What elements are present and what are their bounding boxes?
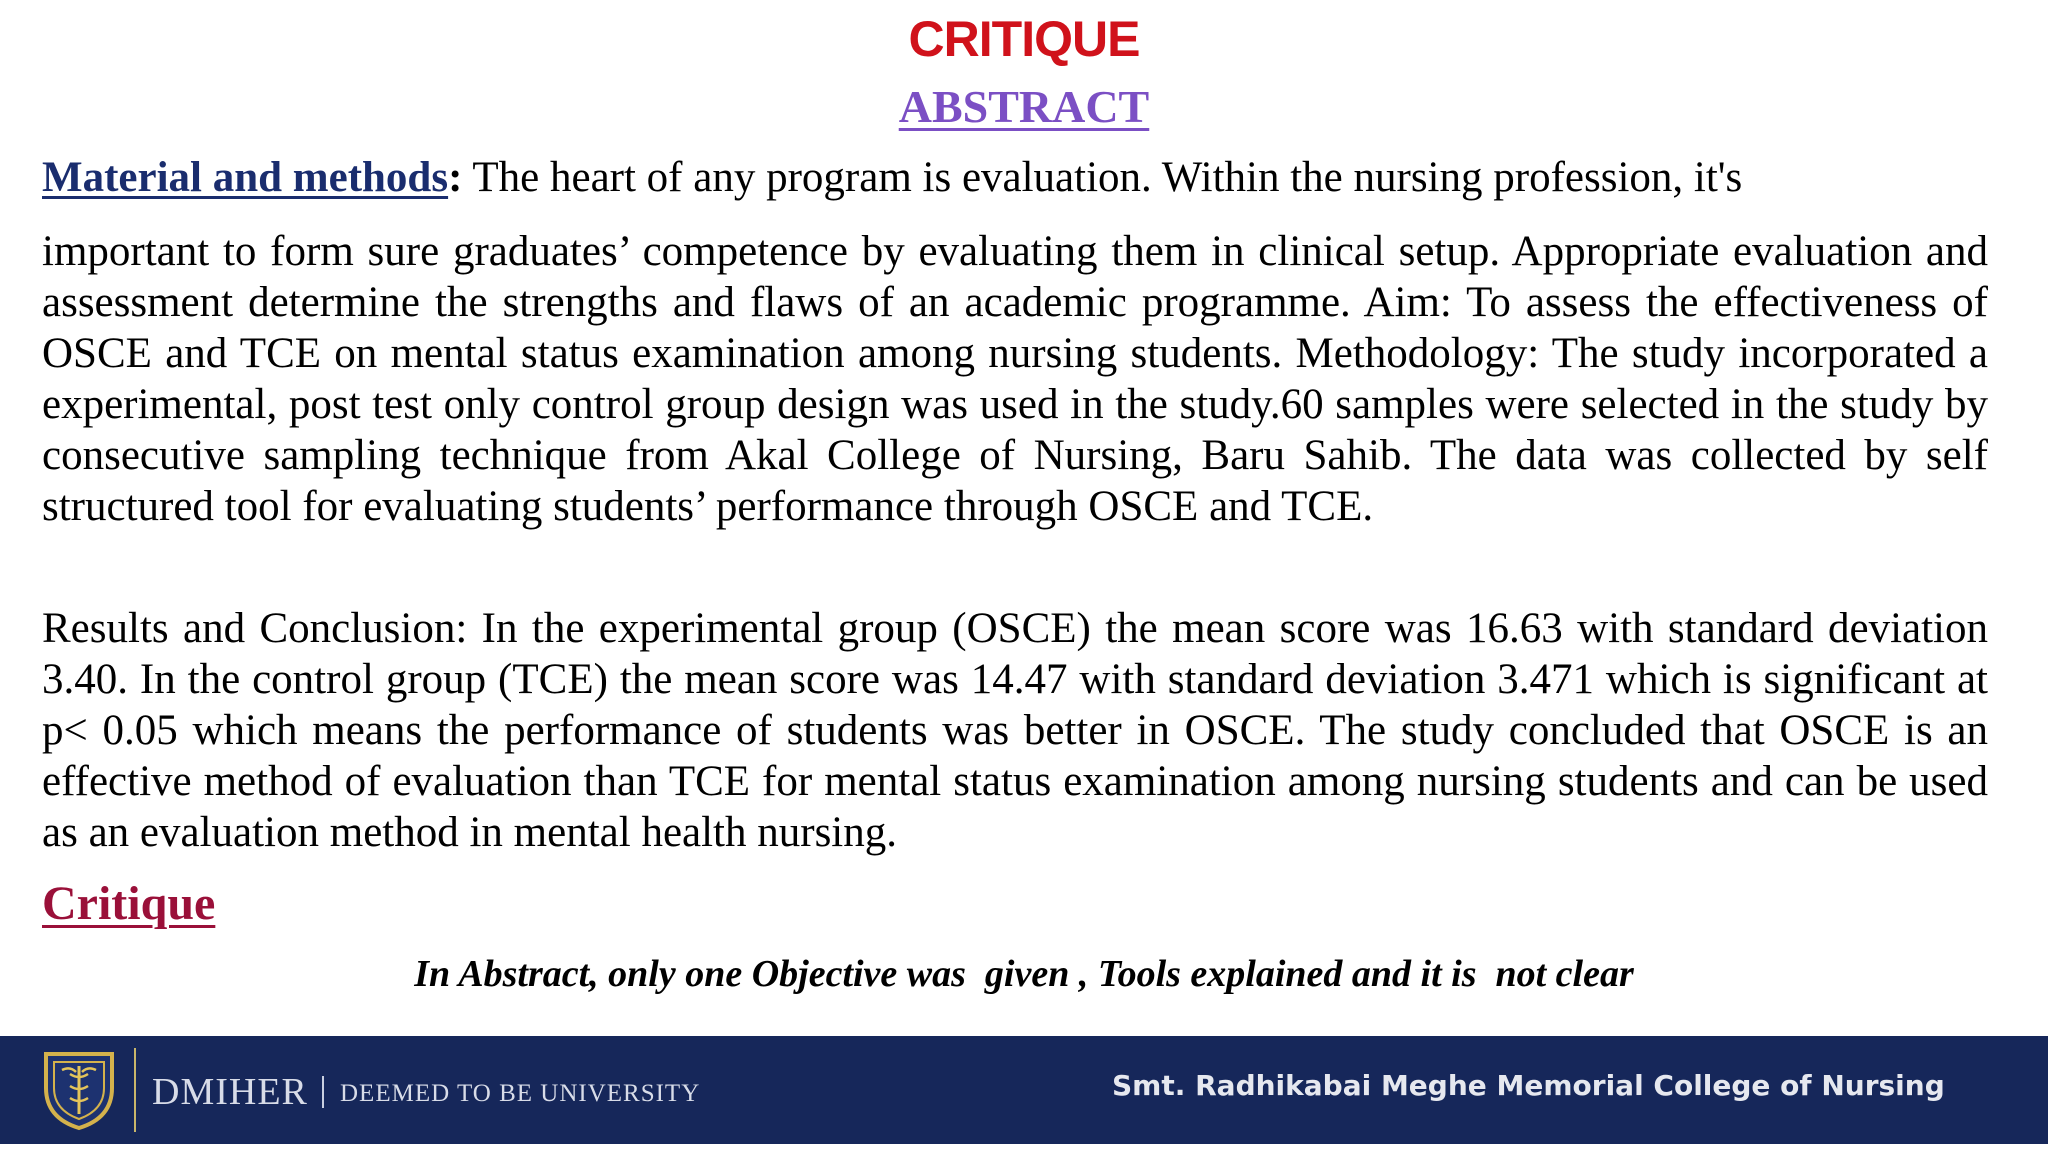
abstract-first-line — [42, 152, 1988, 203]
slide-subtitle — [0, 80, 2048, 133]
methods-first-line-text: The heart of any program is evaluation. Within the nursing profession, it's — [462, 154, 1743, 201]
abstract-results-paragraph: Results and Conclusion: In the experimental group (OSCE) the mean score was 16.63 with standard deviation 3.40. In the control group (TCE) the mean score was 14.47 with standard deviation 3.471 which is significant at p< 0.05 which means the performance of students was better in OSCE. The study concluded that OSCE is an effective method of evaluation than TCE for mental status examination among nursing students and can be used as an evaluation method in mental health nursing. — [42, 605, 1988, 856]
footer-bottom-strip — [0, 1144, 2048, 1152]
methods-heading: Material and methods — [42, 154, 449, 201]
abstract-methods-paragraph: important to form sure graduates’ competence by evaluating them in clinical setup. Appropriate evaluation and assessment determine the strengths and flaws of an academic programme. Aim: To assess the effectiveness of OSCE and TCE on mental status examination among nursing students. Methodology: The study incorporated a experimental, post test only control group design was used in the study.60 samples were selected in the study by consecutive sampling technique from Akal College of Nursing, Baru Sahib. The data was collected by self structured tool for evaluating students’ performance through OSCE and TCE. — [42, 228, 1988, 530]
college-name: Smt. Radhikabai Meghe Memorial College of Nursing — [1112, 1069, 1945, 1102]
footer-bar — [0, 1036, 2048, 1144]
critique-heading: Critique — [42, 877, 216, 930]
subtitle-text: ABSTRACT — [898, 81, 1150, 132]
university-crest-icon — [40, 1048, 118, 1132]
brand-tagline: DEEMED TO BE UNIVERSITY — [340, 1080, 701, 1107]
footer-divider — [134, 1048, 136, 1132]
brand-name: DMIHER — [152, 1071, 308, 1113]
slide-title: CRITIQUE — [908, 11, 1140, 67]
methods-colon: : — [448, 154, 463, 201]
brand-separator — [322, 1076, 324, 1108]
critique-text: In Abstract, only one Objective was given , Tools explained and it is not clear — [414, 953, 1634, 995]
